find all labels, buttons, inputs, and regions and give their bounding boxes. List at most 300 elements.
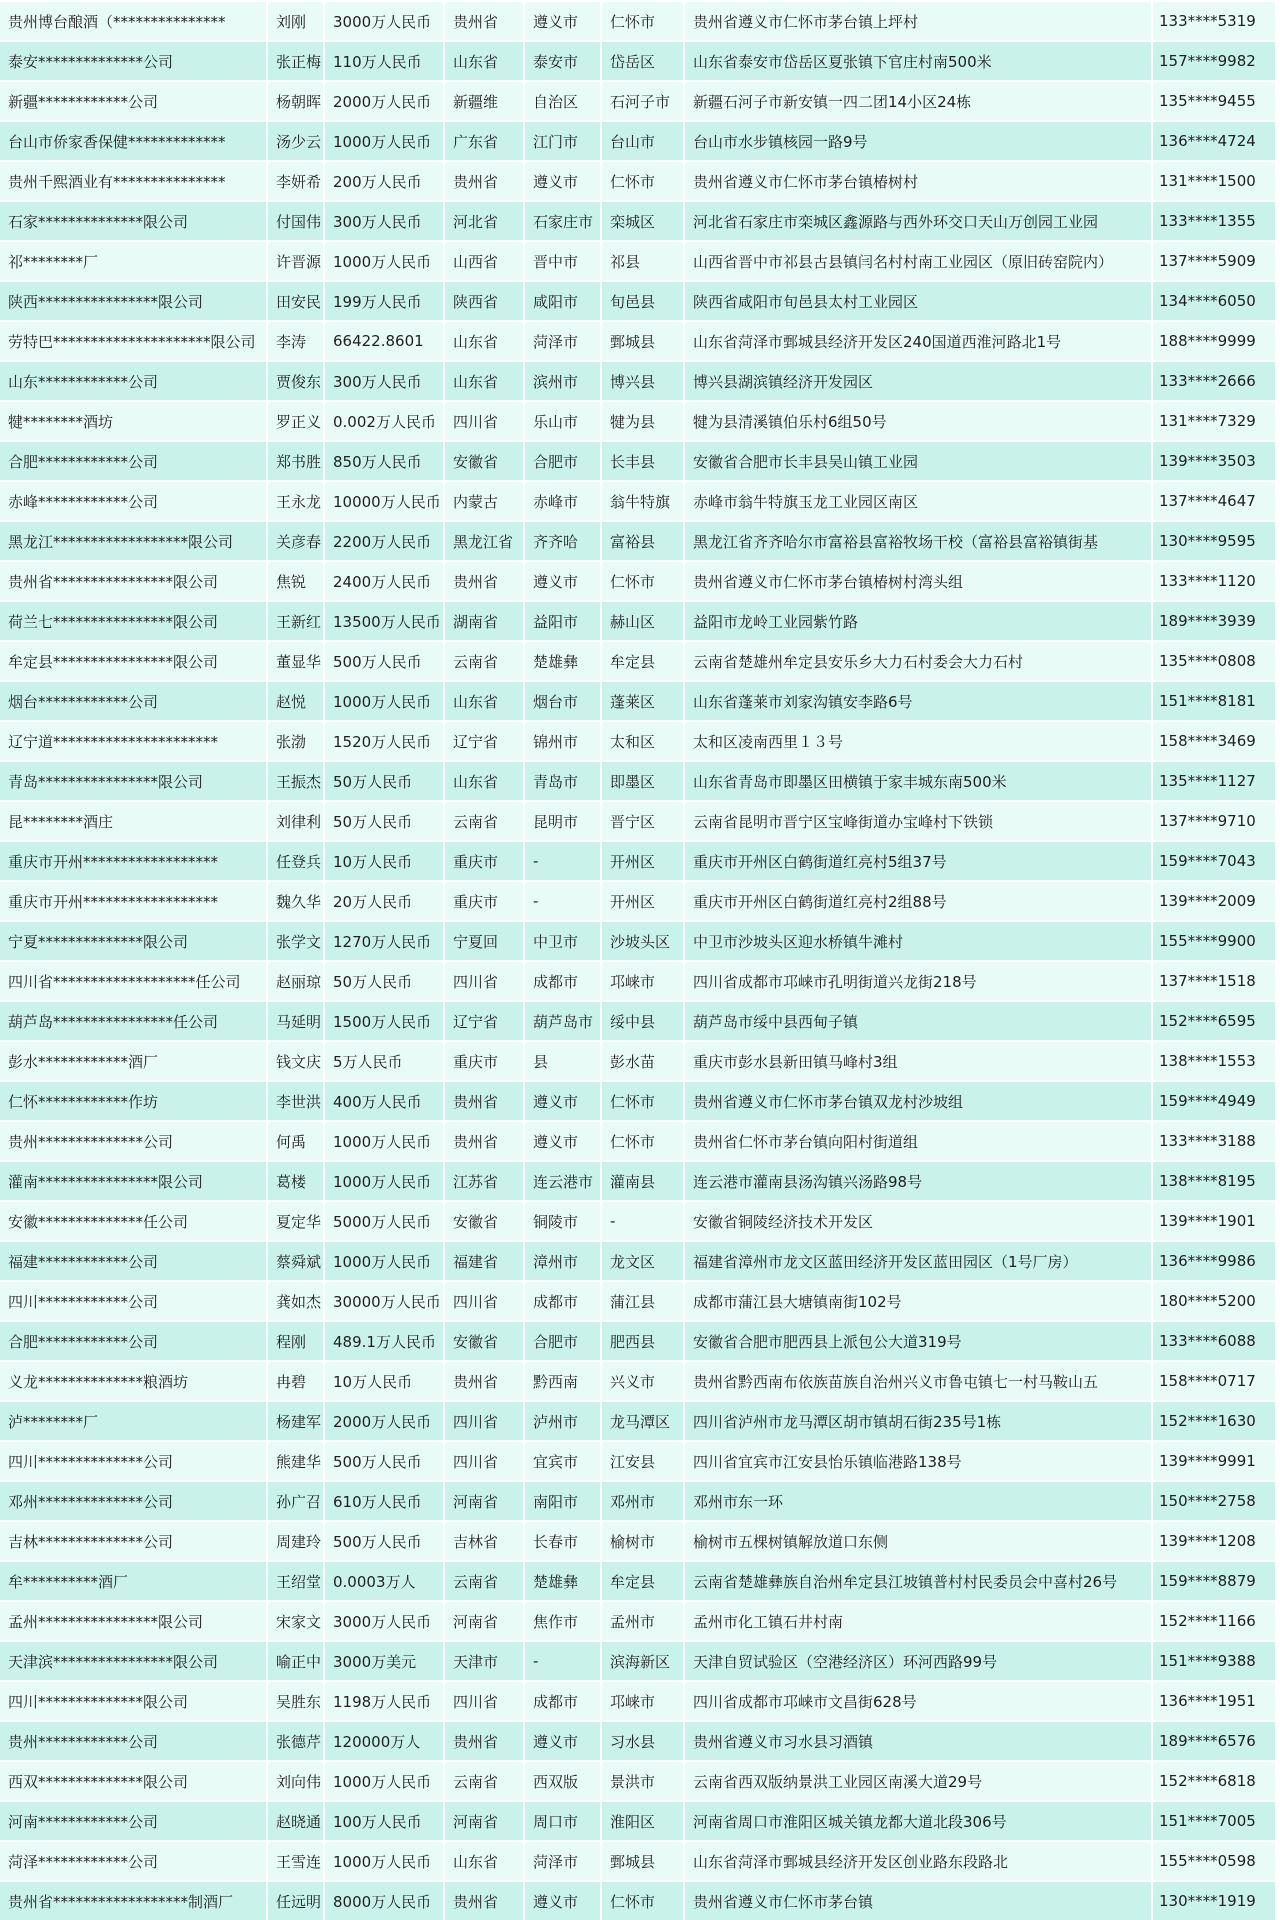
phone-cell[interactable]: 151****9388 xyxy=(1153,1642,1277,1682)
phone-cell[interactable]: 155****0598 xyxy=(1153,1842,1277,1882)
province-cell[interactable]: 吉林省 xyxy=(445,1522,525,1562)
company-name-cell[interactable]: 贵州**************公司 xyxy=(0,1122,268,1162)
city-cell[interactable]: 滨州市 xyxy=(525,362,602,402)
district-cell[interactable]: 绥中县 xyxy=(602,1002,685,1042)
registered-capital-cell[interactable]: 1000万人民币 xyxy=(325,1122,445,1162)
city-cell[interactable]: 周口市 xyxy=(525,1802,602,1842)
province-cell[interactable]: 云南省 xyxy=(445,642,525,682)
city-cell[interactable]: 齐齐哈 xyxy=(525,522,602,562)
phone-cell[interactable]: 133****1355 xyxy=(1153,202,1277,242)
registered-capital-cell[interactable]: 66422.8601 xyxy=(325,322,445,362)
company-name-cell[interactable]: 台山市侨家香保健************* xyxy=(0,122,268,162)
company-name-cell[interactable]: 彭水************酒厂 xyxy=(0,1042,268,1082)
company-name-cell[interactable]: 牟**********酒厂 xyxy=(0,1562,268,1602)
phone-cell[interactable]: 135****0808 xyxy=(1153,642,1277,682)
phone-cell[interactable]: 152****1630 xyxy=(1153,1402,1277,1442)
legal-rep-cell[interactable]: 刘向伟 xyxy=(268,1762,325,1802)
district-cell[interactable]: 兴义市 xyxy=(602,1362,685,1402)
address-cell[interactable]: 安徽省合肥市长丰县吴山镇工业园 xyxy=(685,442,1153,482)
city-cell[interactable]: 葫芦岛市 xyxy=(525,1002,602,1042)
city-cell[interactable]: 楚雄彝 xyxy=(525,1562,602,1602)
legal-rep-cell[interactable]: 程刚 xyxy=(268,1322,325,1362)
address-cell[interactable]: 重庆市彭水县新田镇马峰村3组 xyxy=(685,1042,1153,1082)
address-cell[interactable]: 山西省晋中市祁县古县镇闫名村村南工业园区（原旧砖窑院内） xyxy=(685,242,1153,282)
district-cell[interactable]: 博兴县 xyxy=(602,362,685,402)
phone-cell[interactable]: 133****1120 xyxy=(1153,562,1277,602)
phone-cell[interactable]: 133****5319 xyxy=(1153,2,1277,42)
phone-cell[interactable]: 136****4724 xyxy=(1153,122,1277,162)
registered-capital-cell[interactable]: 850万人民币 xyxy=(325,442,445,482)
district-cell[interactable]: 蓬莱区 xyxy=(602,682,685,722)
company-name-cell[interactable]: 石家**************限公司 xyxy=(0,202,268,242)
legal-rep-cell[interactable]: 宋家文 xyxy=(268,1602,325,1642)
district-cell[interactable]: 晋宁区 xyxy=(602,802,685,842)
city-cell[interactable]: 赤峰市 xyxy=(525,482,602,522)
company-name-cell[interactable]: 福建************公司 xyxy=(0,1242,268,1282)
legal-rep-cell[interactable]: 郑书胜 xyxy=(268,442,325,482)
phone-cell[interactable]: 138****8195 xyxy=(1153,1162,1277,1202)
phone-cell[interactable]: 131****1500 xyxy=(1153,162,1277,202)
company-name-cell[interactable]: 劳特巴*********************限公司 xyxy=(0,322,268,362)
company-name-cell[interactable]: 合肥************公司 xyxy=(0,1322,268,1362)
legal-rep-cell[interactable]: 李世洪 xyxy=(268,1082,325,1122)
company-name-cell[interactable]: 宁夏**************限公司 xyxy=(0,922,268,962)
province-cell[interactable]: 四川省 xyxy=(445,1282,525,1322)
province-cell[interactable]: 安徽省 xyxy=(445,1202,525,1242)
city-cell[interactable]: 合肥市 xyxy=(525,1322,602,1362)
district-cell[interactable]: 龙马潭区 xyxy=(602,1402,685,1442)
legal-rep-cell[interactable]: 冉碧 xyxy=(268,1362,325,1402)
district-cell[interactable]: 即墨区 xyxy=(602,762,685,802)
registered-capital-cell[interactable]: 50万人民币 xyxy=(325,802,445,842)
district-cell[interactable]: 祁县 xyxy=(602,242,685,282)
address-cell[interactable]: 四川省成都市邛崃市文昌街628号 xyxy=(685,1682,1153,1722)
address-cell[interactable]: 黑龙江省齐齐哈尔市富裕县富裕牧场干校（富裕县富裕镇街基 xyxy=(685,522,1153,562)
province-cell[interactable]: 四川省 xyxy=(445,1402,525,1442)
legal-rep-cell[interactable]: 任登兵 xyxy=(268,842,325,882)
address-cell[interactable]: 陕西省咸阳市旬邑县太村工业园区 xyxy=(685,282,1153,322)
address-cell[interactable]: 新疆石河子市新安镇一四二团14小区24栋 xyxy=(685,82,1153,122)
province-cell[interactable]: 辽宁省 xyxy=(445,1002,525,1042)
address-cell[interactable]: 山东省菏泽市鄄城县经济开发区创业路东段路北 xyxy=(685,1842,1153,1882)
registered-capital-cell[interactable]: 500万人民币 xyxy=(325,1522,445,1562)
registered-capital-cell[interactable]: 20万人民币 xyxy=(325,882,445,922)
district-cell[interactable]: 开州区 xyxy=(602,842,685,882)
district-cell[interactable]: 赫山区 xyxy=(602,602,685,642)
address-cell[interactable]: 安徽省合肥市肥西县上派包公大道319号 xyxy=(685,1322,1153,1362)
company-name-cell[interactable]: 贵州************公司 xyxy=(0,1722,268,1762)
address-cell[interactable]: 山东省泰安市岱岳区夏张镇下官庄村南500米 xyxy=(685,42,1153,82)
legal-rep-cell[interactable]: 刘刚 xyxy=(268,2,325,42)
city-cell[interactable]: 泰安市 xyxy=(525,42,602,82)
company-name-cell[interactable]: 菏泽************公司 xyxy=(0,1842,268,1882)
district-cell[interactable]: 牟定县 xyxy=(602,1562,685,1602)
address-cell[interactable]: 山东省青岛市即墨区田横镇于家丰城东南500米 xyxy=(685,762,1153,802)
legal-rep-cell[interactable]: 关彦春 xyxy=(268,522,325,562)
address-cell[interactable]: 云南省昆明市晋宁区宝峰街道办宝峰村下铁锁 xyxy=(685,802,1153,842)
city-cell[interactable]: 咸阳市 xyxy=(525,282,602,322)
address-cell[interactable]: 四川省宜宾市江安县怡乐镇临港路138号 xyxy=(685,1442,1153,1482)
company-name-cell[interactable]: 新疆************公司 xyxy=(0,82,268,122)
address-cell[interactable]: 云南省楚雄彝族自治州牟定县江坡镇普村村民委员会中喜村26号 xyxy=(685,1562,1153,1602)
province-cell[interactable]: 山东省 xyxy=(445,762,525,802)
company-name-cell[interactable]: 邓州**************公司 xyxy=(0,1482,268,1522)
company-name-cell[interactable]: 西双**************限公司 xyxy=(0,1762,268,1802)
phone-cell[interactable]: 155****9900 xyxy=(1153,922,1277,962)
address-cell[interactable]: 贵州省遵义市仁怀市茅台镇椿树村 xyxy=(685,162,1153,202)
phone-cell[interactable]: 137****5909 xyxy=(1153,242,1277,282)
district-cell[interactable]: 仁怀市 xyxy=(602,2,685,42)
legal-rep-cell[interactable]: 张渤 xyxy=(268,722,325,762)
city-cell[interactable]: 烟台市 xyxy=(525,682,602,722)
city-cell[interactable]: 遵义市 xyxy=(525,2,602,42)
legal-rep-cell[interactable]: 许晋源 xyxy=(268,242,325,282)
district-cell[interactable]: 沙坡头区 xyxy=(602,922,685,962)
registered-capital-cell[interactable]: 1520万人民币 xyxy=(325,722,445,762)
province-cell[interactable]: 山东省 xyxy=(445,682,525,722)
phone-cell[interactable]: 150****2758 xyxy=(1153,1482,1277,1522)
phone-cell[interactable]: 152****6595 xyxy=(1153,1002,1277,1042)
company-name-cell[interactable]: 泸********厂 xyxy=(0,1402,268,1442)
phone-cell[interactable]: 136****1951 xyxy=(1153,1682,1277,1722)
phone-cell[interactable]: 130****1919 xyxy=(1153,1882,1277,1920)
province-cell[interactable]: 天津市 xyxy=(445,1642,525,1682)
district-cell[interactable]: 仁怀市 xyxy=(602,162,685,202)
city-cell[interactable]: 昆明市 xyxy=(525,802,602,842)
company-name-cell[interactable]: 荷兰七****************限公司 xyxy=(0,602,268,642)
province-cell[interactable]: 贵州省 xyxy=(445,162,525,202)
phone-cell[interactable]: 189****6576 xyxy=(1153,1722,1277,1762)
district-cell[interactable]: - xyxy=(602,1202,685,1242)
district-cell[interactable]: 滨海新区 xyxy=(602,1642,685,1682)
city-cell[interactable]: 遵义市 xyxy=(525,1882,602,1920)
registered-capital-cell[interactable]: 610万人民币 xyxy=(325,1482,445,1522)
registered-capital-cell[interactable]: 120000万人 xyxy=(325,1722,445,1762)
province-cell[interactable]: 黑龙江省 xyxy=(445,522,525,562)
registered-capital-cell[interactable]: 30000万人民币 xyxy=(325,1282,445,1322)
province-cell[interactable]: 云南省 xyxy=(445,802,525,842)
province-cell[interactable]: 四川省 xyxy=(445,1682,525,1722)
province-cell[interactable]: 河南省 xyxy=(445,1602,525,1642)
registered-capital-cell[interactable]: 2000万人民币 xyxy=(325,1402,445,1442)
province-cell[interactable]: 山西省 xyxy=(445,242,525,282)
province-cell[interactable]: 重庆市 xyxy=(445,1042,525,1082)
city-cell[interactable]: 遵义市 xyxy=(525,1722,602,1762)
phone-cell[interactable]: 159****7043 xyxy=(1153,842,1277,882)
phone-cell[interactable]: 130****9595 xyxy=(1153,522,1277,562)
province-cell[interactable]: 四川省 xyxy=(445,962,525,1002)
phone-cell[interactable]: 152****1166 xyxy=(1153,1602,1277,1642)
registered-capital-cell[interactable]: 300万人民币 xyxy=(325,202,445,242)
registered-capital-cell[interactable]: 5000万人民币 xyxy=(325,1202,445,1242)
province-cell[interactable]: 湖南省 xyxy=(445,602,525,642)
city-cell[interactable]: 遵义市 xyxy=(525,162,602,202)
province-cell[interactable]: 山东省 xyxy=(445,42,525,82)
district-cell[interactable]: 旬邑县 xyxy=(602,282,685,322)
legal-rep-cell[interactable]: 马延明 xyxy=(268,1002,325,1042)
address-cell[interactable]: 安徽省铜陵经济技术开发区 xyxy=(685,1202,1153,1242)
phone-cell[interactable]: 158****0717 xyxy=(1153,1362,1277,1402)
city-cell[interactable]: 黔西南 xyxy=(525,1362,602,1402)
district-cell[interactable]: 鄄城县 xyxy=(602,1842,685,1882)
legal-rep-cell[interactable]: 孙广召 xyxy=(268,1482,325,1522)
legal-rep-cell[interactable]: 王振杰 xyxy=(268,762,325,802)
legal-rep-cell[interactable]: 杨朝晖 xyxy=(268,82,325,122)
address-cell[interactable]: 中卫市沙坡头区迎水桥镇牛滩村 xyxy=(685,922,1153,962)
address-cell[interactable]: 云南省西双版纳景洪工业园区南溪大道29号 xyxy=(685,1762,1153,1802)
registered-capital-cell[interactable]: 13500万人民币 xyxy=(325,602,445,642)
province-cell[interactable]: 贵州省 xyxy=(445,1362,525,1402)
company-name-cell[interactable]: 吉林**************公司 xyxy=(0,1522,268,1562)
address-cell[interactable]: 贵州省遵义市习水县习酒镇 xyxy=(685,1722,1153,1762)
registered-capital-cell[interactable]: 10万人民币 xyxy=(325,842,445,882)
city-cell[interactable]: 青岛市 xyxy=(525,762,602,802)
city-cell[interactable]: 晋中市 xyxy=(525,242,602,282)
registered-capital-cell[interactable]: 1500万人民币 xyxy=(325,1002,445,1042)
city-cell[interactable]: 遵义市 xyxy=(525,1122,602,1162)
registered-capital-cell[interactable]: 110万人民币 xyxy=(325,42,445,82)
district-cell[interactable]: 邓州市 xyxy=(602,1482,685,1522)
registered-capital-cell[interactable]: 100万人民币 xyxy=(325,1802,445,1842)
company-name-cell[interactable]: 贵州省******************制酒厂 xyxy=(0,1882,268,1920)
address-cell[interactable]: 贵州省黔西南布依族苗族自治州兴义市鲁屯镇七一村马鞍山五 xyxy=(685,1362,1153,1402)
district-cell[interactable]: 习水县 xyxy=(602,1722,685,1762)
district-cell[interactable]: 邛崃市 xyxy=(602,962,685,1002)
city-cell[interactable]: - xyxy=(525,882,602,922)
district-cell[interactable]: 犍为县 xyxy=(602,402,685,442)
legal-rep-cell[interactable]: 张德芹 xyxy=(268,1722,325,1762)
registered-capital-cell[interactable]: 2200万人民币 xyxy=(325,522,445,562)
district-cell[interactable]: 仁怀市 xyxy=(602,562,685,602)
district-cell[interactable]: 肥西县 xyxy=(602,1322,685,1362)
city-cell[interactable]: 中卫市 xyxy=(525,922,602,962)
province-cell[interactable]: 广东省 xyxy=(445,122,525,162)
province-cell[interactable]: 贵州省 xyxy=(445,1122,525,1162)
city-cell[interactable]: 铜陵市 xyxy=(525,1202,602,1242)
province-cell[interactable]: 宁夏回 xyxy=(445,922,525,962)
phone-cell[interactable]: 189****3939 xyxy=(1153,602,1277,642)
phone-cell[interactable]: 134****6050 xyxy=(1153,282,1277,322)
province-cell[interactable]: 河北省 xyxy=(445,202,525,242)
city-cell[interactable]: 益阳市 xyxy=(525,602,602,642)
district-cell[interactable]: 孟州市 xyxy=(602,1602,685,1642)
province-cell[interactable]: 陕西省 xyxy=(445,282,525,322)
legal-rep-cell[interactable]: 王雪连 xyxy=(268,1842,325,1882)
city-cell[interactable]: 楚雄彝 xyxy=(525,642,602,682)
address-cell[interactable]: 天津自贸试验区（空港经济区）环河西路99号 xyxy=(685,1642,1153,1682)
company-name-cell[interactable]: 四川************公司 xyxy=(0,1282,268,1322)
legal-rep-cell[interactable]: 王永龙 xyxy=(268,482,325,522)
phone-cell[interactable]: 137****9710 xyxy=(1153,802,1277,842)
registered-capital-cell[interactable]: 1000万人民币 xyxy=(325,1242,445,1282)
company-name-cell[interactable]: 葫芦岛****************任公司 xyxy=(0,1002,268,1042)
district-cell[interactable]: 仁怀市 xyxy=(602,1882,685,1920)
address-cell[interactable]: 河南省周口市淮阳区城关镇龙都大道北段306号 xyxy=(685,1802,1153,1842)
registered-capital-cell[interactable]: 50万人民币 xyxy=(325,762,445,802)
company-name-cell[interactable]: 重庆市开州****************** xyxy=(0,842,268,882)
company-name-cell[interactable]: 青岛****************限公司 xyxy=(0,762,268,802)
province-cell[interactable]: 安徽省 xyxy=(445,1322,525,1362)
phone-cell[interactable]: 158****3469 xyxy=(1153,722,1277,762)
district-cell[interactable]: 长丰县 xyxy=(602,442,685,482)
district-cell[interactable]: 牟定县 xyxy=(602,642,685,682)
registered-capital-cell[interactable]: 1000万人民币 xyxy=(325,1162,445,1202)
phone-cell[interactable]: 133****3188 xyxy=(1153,1122,1277,1162)
company-name-cell[interactable]: 安徽**************任公司 xyxy=(0,1202,268,1242)
district-cell[interactable]: 龙文区 xyxy=(602,1242,685,1282)
registered-capital-cell[interactable]: 2400万人民币 xyxy=(325,562,445,602)
district-cell[interactable]: 邛崃市 xyxy=(602,1682,685,1722)
registered-capital-cell[interactable]: 200万人民币 xyxy=(325,162,445,202)
legal-rep-cell[interactable]: 李妍希 xyxy=(268,162,325,202)
legal-rep-cell[interactable]: 王绍堂 xyxy=(268,1562,325,1602)
address-cell[interactable]: 山东省菏泽市鄄城县经济开发区240国道西淮河路北1号 xyxy=(685,322,1153,362)
registered-capital-cell[interactable]: 199万人民币 xyxy=(325,282,445,322)
province-cell[interactable]: 新疆维 xyxy=(445,82,525,122)
address-cell[interactable]: 重庆市开州区白鹤街道红亮村2组88号 xyxy=(685,882,1153,922)
registered-capital-cell[interactable]: 500万人民币 xyxy=(325,1442,445,1482)
legal-rep-cell[interactable]: 董显华 xyxy=(268,642,325,682)
district-cell[interactable]: 鄄城县 xyxy=(602,322,685,362)
legal-rep-cell[interactable]: 汤少云 xyxy=(268,122,325,162)
registered-capital-cell[interactable]: 3000万人民币 xyxy=(325,2,445,42)
district-cell[interactable]: 江安县 xyxy=(602,1442,685,1482)
city-cell[interactable]: 县 xyxy=(525,1042,602,1082)
phone-cell[interactable]: 139****2009 xyxy=(1153,882,1277,922)
city-cell[interactable]: 宜宾市 xyxy=(525,1442,602,1482)
district-cell[interactable]: 彭水苗 xyxy=(602,1042,685,1082)
city-cell[interactable]: 成都市 xyxy=(525,962,602,1002)
registered-capital-cell[interactable]: 10万人民币 xyxy=(325,1362,445,1402)
legal-rep-cell[interactable]: 葛楼 xyxy=(268,1162,325,1202)
province-cell[interactable]: 江苏省 xyxy=(445,1162,525,1202)
company-name-cell[interactable]: 孟州****************限公司 xyxy=(0,1602,268,1642)
registered-capital-cell[interactable]: 400万人民币 xyxy=(325,1082,445,1122)
city-cell[interactable]: 遵义市 xyxy=(525,562,602,602)
province-cell[interactable]: 山东省 xyxy=(445,362,525,402)
address-cell[interactable]: 益阳市龙岭工业园紫竹路 xyxy=(685,602,1153,642)
legal-rep-cell[interactable]: 付国伟 xyxy=(268,202,325,242)
company-name-cell[interactable]: 烟台************公司 xyxy=(0,682,268,722)
district-cell[interactable]: 灌南县 xyxy=(602,1162,685,1202)
province-cell[interactable]: 贵州省 xyxy=(445,1722,525,1762)
company-name-cell[interactable]: 四川**************限公司 xyxy=(0,1682,268,1722)
registered-capital-cell[interactable]: 1270万人民币 xyxy=(325,922,445,962)
address-cell[interactable]: 山东省蓬莱市刘家沟镇安李路6号 xyxy=(685,682,1153,722)
registered-capital-cell[interactable]: 8000万人民币 xyxy=(325,1882,445,1920)
city-cell[interactable]: 自治区 xyxy=(525,82,602,122)
district-cell[interactable]: 富裕县 xyxy=(602,522,685,562)
legal-rep-cell[interactable]: 熊建华 xyxy=(268,1442,325,1482)
phone-cell[interactable]: 188****9999 xyxy=(1153,322,1277,362)
company-name-cell[interactable]: 犍********酒坊 xyxy=(0,402,268,442)
legal-rep-cell[interactable]: 焦锐 xyxy=(268,562,325,602)
legal-rep-cell[interactable]: 王新红 xyxy=(268,602,325,642)
company-name-cell[interactable]: 贵州千熙酒业有*************** xyxy=(0,162,268,202)
phone-cell[interactable]: 139****1208 xyxy=(1153,1522,1277,1562)
city-cell[interactable]: 成都市 xyxy=(525,1282,602,1322)
company-name-cell[interactable]: 山东************公司 xyxy=(0,362,268,402)
company-name-cell[interactable]: 重庆市开州****************** xyxy=(0,882,268,922)
address-cell[interactable]: 贵州省遵义市仁怀市茅台镇双龙村沙坡组 xyxy=(685,1082,1153,1122)
company-name-cell[interactable]: 河南************公司 xyxy=(0,1802,268,1842)
address-cell[interactable]: 邓州市东一环 xyxy=(685,1482,1153,1522)
district-cell[interactable]: 翁牛特旗 xyxy=(602,482,685,522)
city-cell[interactable]: 泸州市 xyxy=(525,1402,602,1442)
province-cell[interactable]: 河南省 xyxy=(445,1802,525,1842)
legal-rep-cell[interactable]: 贾俊东 xyxy=(268,362,325,402)
phone-cell[interactable]: 138****1553 xyxy=(1153,1042,1277,1082)
legal-rep-cell[interactable]: 赵丽琼 xyxy=(268,962,325,1002)
legal-rep-cell[interactable]: 田安民 xyxy=(268,282,325,322)
company-name-cell[interactable]: 辽宁道********************** xyxy=(0,722,268,762)
district-cell[interactable]: 开州区 xyxy=(602,882,685,922)
province-cell[interactable]: 河南省 xyxy=(445,1482,525,1522)
district-cell[interactable]: 岱岳区 xyxy=(602,42,685,82)
province-cell[interactable]: 贵州省 xyxy=(445,1082,525,1122)
district-cell[interactable]: 蒲江县 xyxy=(602,1282,685,1322)
legal-rep-cell[interactable]: 杨建军 xyxy=(268,1402,325,1442)
address-cell[interactable]: 赤峰市翁牛特旗玉龙工业园区南区 xyxy=(685,482,1153,522)
phone-cell[interactable]: 133****6088 xyxy=(1153,1322,1277,1362)
legal-rep-cell[interactable]: 钱文庆 xyxy=(268,1042,325,1082)
legal-rep-cell[interactable]: 龚如杰 xyxy=(268,1282,325,1322)
company-name-cell[interactable]: 四川**************公司 xyxy=(0,1442,268,1482)
city-cell[interactable]: 乐山市 xyxy=(525,402,602,442)
phone-cell[interactable]: 139****1901 xyxy=(1153,1202,1277,1242)
phone-cell[interactable]: 180****5200 xyxy=(1153,1282,1277,1322)
registered-capital-cell[interactable]: 2000万人民币 xyxy=(325,82,445,122)
address-cell[interactable]: 犍为县清溪镇伯乐村6组50号 xyxy=(685,402,1153,442)
province-cell[interactable]: 内蒙古 xyxy=(445,482,525,522)
district-cell[interactable]: 仁怀市 xyxy=(602,1122,685,1162)
company-name-cell[interactable]: 泰安**************公司 xyxy=(0,42,268,82)
registered-capital-cell[interactable]: 489.1万人民币 xyxy=(325,1322,445,1362)
province-cell[interactable]: 福建省 xyxy=(445,1242,525,1282)
address-cell[interactable]: 台山市水步镇核园一路9号 xyxy=(685,122,1153,162)
company-name-cell[interactable]: 昆********酒庄 xyxy=(0,802,268,842)
district-cell[interactable]: 栾城区 xyxy=(602,202,685,242)
district-cell[interactable]: 太和区 xyxy=(602,722,685,762)
company-name-cell[interactable]: 黑龙江******************限公司 xyxy=(0,522,268,562)
address-cell[interactable]: 福建省漳州市龙文区蓝田经济开发区蓝田园区（1号厂房） xyxy=(685,1242,1153,1282)
address-cell[interactable]: 云南省楚雄州牟定县安乐乡大力石村委会大力石村 xyxy=(685,642,1153,682)
legal-rep-cell[interactable]: 张正梅 xyxy=(268,42,325,82)
city-cell[interactable]: 江门市 xyxy=(525,122,602,162)
address-cell[interactable]: 贵州省遵义市仁怀市茅台镇 xyxy=(685,1882,1153,1920)
city-cell[interactable]: 遵义市 xyxy=(525,1082,602,1122)
registered-capital-cell[interactable]: 1000万人民币 xyxy=(325,122,445,162)
phone-cell[interactable]: 159****8879 xyxy=(1153,1562,1277,1602)
province-cell[interactable]: 山东省 xyxy=(445,322,525,362)
company-name-cell[interactable]: 赤峰************公司 xyxy=(0,482,268,522)
address-cell[interactable]: 太和区凌南西里１３号 xyxy=(685,722,1153,762)
province-cell[interactable]: 辽宁省 xyxy=(445,722,525,762)
address-cell[interactable]: 四川省泸州市龙马潭区胡市镇胡石街235号1栋 xyxy=(685,1402,1153,1442)
phone-cell[interactable]: 135****9455 xyxy=(1153,82,1277,122)
legal-rep-cell[interactable]: 罗正义 xyxy=(268,402,325,442)
legal-rep-cell[interactable]: 吴胜东 xyxy=(268,1682,325,1722)
registered-capital-cell[interactable]: 1000万人民币 xyxy=(325,682,445,722)
legal-rep-cell[interactable]: 蔡舜斌 xyxy=(268,1242,325,1282)
district-cell[interactable]: 台山市 xyxy=(602,122,685,162)
province-cell[interactable]: 四川省 xyxy=(445,1442,525,1482)
address-cell[interactable]: 河北省石家庄市栾城区鑫源路与西外环交口天山万创园工业园 xyxy=(685,202,1153,242)
district-cell[interactable]: 仁怀市 xyxy=(602,1082,685,1122)
city-cell[interactable]: 菏泽市 xyxy=(525,322,602,362)
phone-cell[interactable]: 133****2666 xyxy=(1153,362,1277,402)
province-cell[interactable]: 贵州省 xyxy=(445,1882,525,1920)
